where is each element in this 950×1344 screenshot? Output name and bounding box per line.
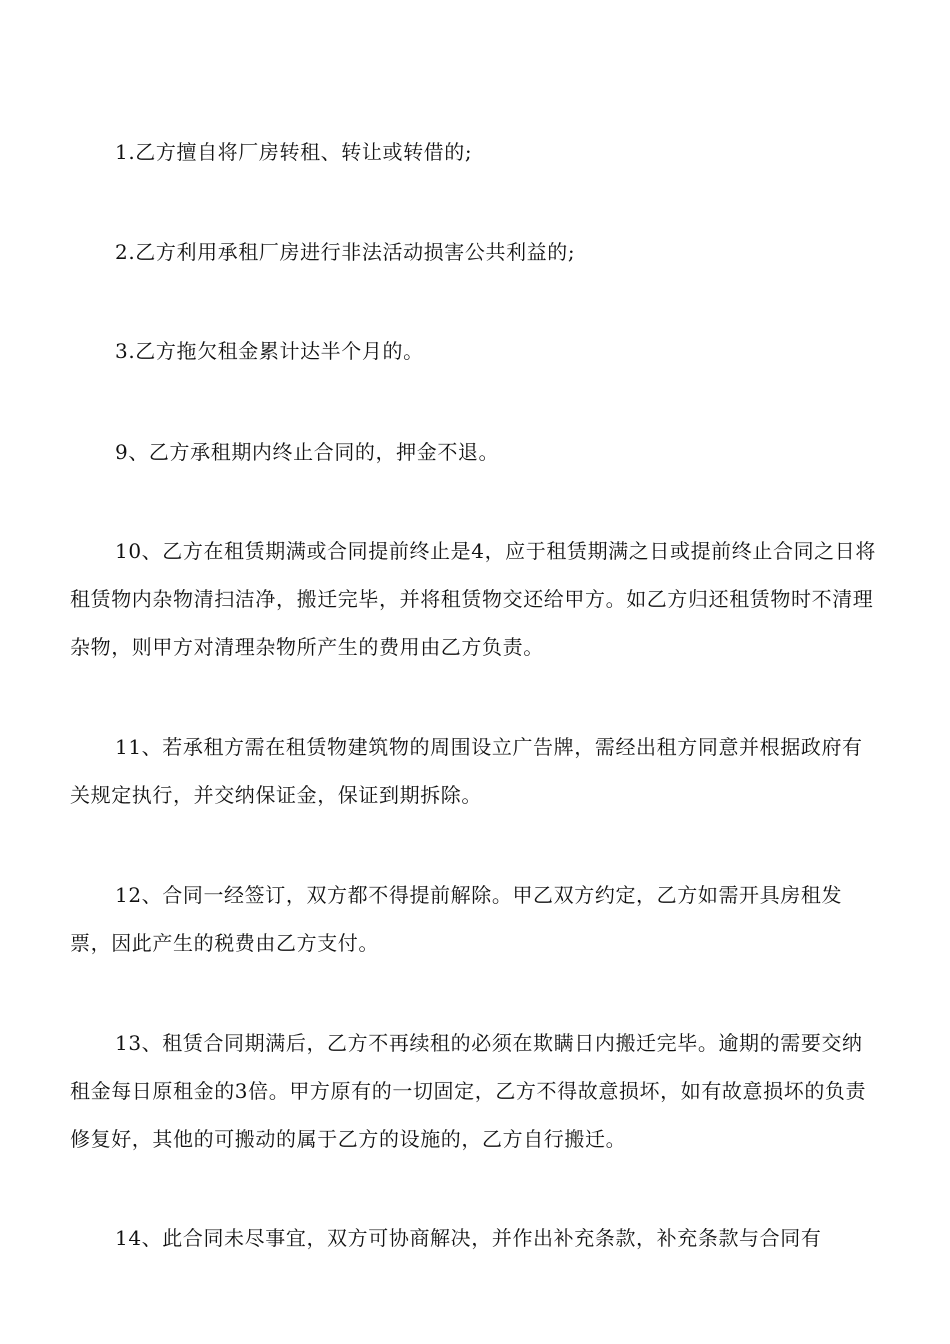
- clause-paragraph: 3.乙方拖欠租金累计达半个月的。: [115, 339, 424, 363]
- clause-paragraph: 11、若承租方需在租赁物建筑物的周围设立广告牌，需经出租方同意并根据政府有关规定执行，并交纳保证金，保证到期拆除。: [70, 735, 863, 807]
- clause-paragraph: 13、租赁合同期满后，乙方不再续租的必须在欺瞒日内搬迁完毕。逾期的需要交纳租金每日原租金的3倍。甲方原有的一切固定，乙方不得故意损坏，如有故意损坏的负责修复好，其他的可搬动的属于乙方的设施的，乙方自行搬迁。: [70, 1031, 867, 1151]
- clause-paragraph: 1.乙方擅自将厂房转租、转让或转借的;: [115, 140, 473, 164]
- clause-paragraph: 9、乙方承租期内终止合同的，押金不退。: [115, 440, 500, 464]
- clause-paragraph: 10、乙方在租赁期满或合同提前终止是4，应于租赁期满之日或提前终止合同之日将租赁物内杂物清扫洁净，搬迁完毕，并将租赁物交还给甲方。如乙方归还租赁物时不清理杂物，则甲方对清理杂物所产生的费用由乙方负责。: [70, 539, 876, 659]
- clause-paragraph: 12、合同一经签订，双方都不得提前解除。甲乙双方约定，乙方如需开具房租发票，因此产生的税费由乙方支付。: [70, 883, 843, 955]
- clause-paragraph: 2.乙方利用承租厂房进行非法活动损害公共利益的;: [115, 240, 576, 264]
- clause-paragraph: 14、此合同未尽事宜，双方可协商解决，并作出补充条款，补充条款与合同有: [115, 1226, 822, 1250]
